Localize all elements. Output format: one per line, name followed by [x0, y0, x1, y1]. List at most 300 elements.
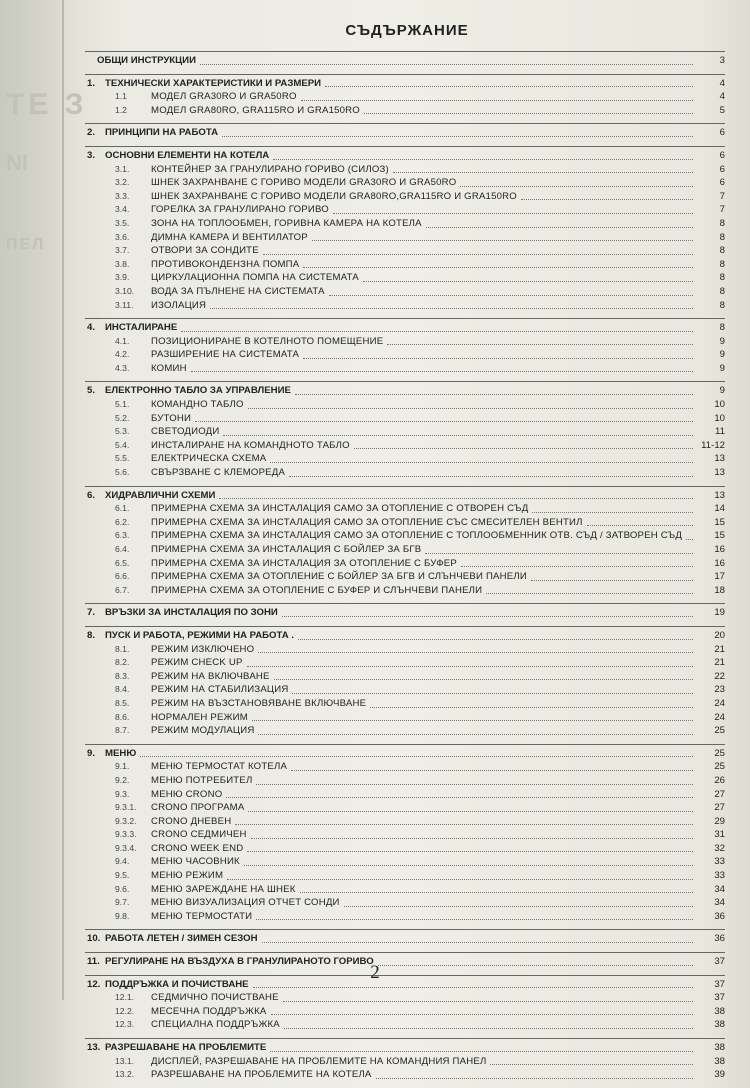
dot-leader	[532, 512, 693, 513]
entry-number: 5.	[87, 385, 96, 397]
entry-number: 13.	[87, 1042, 101, 1053]
entry-number: 5.6.	[115, 467, 130, 478]
entry-number: 3.8.	[115, 258, 130, 269]
dot-leader	[235, 824, 693, 825]
entry-page-number: 13	[714, 489, 725, 501]
entry-title: ХИДРАВЛИЧНИ СХЕМИ	[105, 489, 216, 501]
entry-title: ПРИМЕРНА СХЕМА ЗА ИНСТАЛАЦИЯ ЗА ОТОПЛЕНИЕ С БУФЕР	[151, 557, 457, 569]
entry-page-number: 38	[714, 1042, 725, 1053]
dot-leader	[263, 254, 693, 255]
entry-number: 8.5.	[115, 697, 130, 708]
entry-number: 13.2.	[115, 1069, 135, 1080]
entry-number: 3.3.	[115, 190, 130, 201]
toc-entry-row	[85, 335, 725, 349]
toc-entry-row	[85, 258, 725, 272]
dot-leader	[270, 1051, 693, 1052]
dot-leader	[258, 734, 693, 735]
dot-leader	[210, 308, 693, 309]
toc-list	[85, 51, 725, 1084]
dot-leader	[531, 580, 693, 581]
toc-entry-row	[85, 760, 725, 774]
entry-title: ПРИМЕРНА СХЕМА ЗА ИНСТАЛАЦИЯ САМО ЗА ОТОПЛЕНИЕ С ОТВОРЕН СЪД	[151, 503, 529, 515]
dot-leader	[248, 811, 693, 812]
entry-number: 6.6.	[115, 571, 130, 582]
entry-number: 12.3.	[115, 1019, 135, 1030]
entry-page-number: 34	[714, 883, 725, 895]
dot-leader	[252, 720, 693, 721]
entry-page-number: 26	[714, 774, 725, 786]
dot-leader	[300, 892, 693, 893]
entry-number: 5.2.	[115, 412, 130, 423]
entry-page-number: 38	[714, 1019, 725, 1031]
toc-entry-row	[85, 670, 725, 684]
dot-leader	[258, 652, 693, 653]
dot-leader	[222, 136, 693, 137]
page-number: 2	[370, 962, 380, 983]
entry-number: 9.4.	[115, 856, 130, 867]
dot-leader	[247, 851, 693, 852]
dot-leader	[181, 331, 693, 332]
toc-section	[85, 744, 725, 926]
bleed-through-text: NI	[6, 150, 28, 175]
entry-page-number: 9	[719, 349, 725, 361]
dot-leader	[253, 987, 693, 988]
entry-title: КОМАНДНО ТАБЛО	[151, 399, 244, 411]
entry-number: 8.4.	[115, 684, 130, 695]
toc-section-row	[85, 54, 725, 68]
entry-title: РЕЖИМ НА СТАБИЛИЗАЦИЯ	[151, 684, 289, 696]
entry-page-number: 8	[719, 272, 725, 284]
toc-entry-row	[85, 584, 725, 598]
entry-page-number: 8	[719, 245, 725, 257]
dot-leader	[262, 942, 693, 943]
entry-number: 3.5.	[115, 217, 130, 228]
entry-page-number: 37	[714, 978, 725, 990]
entry-number: 9.6.	[115, 883, 130, 894]
dot-leader	[256, 784, 693, 785]
entry-page-number: 32	[714, 842, 725, 854]
entry-title: ПРИМЕРНА СХЕМА ЗА ОТОПЛЕНИЕ С БОЙЛЕР ЗА БГВ И СЛЪНЧЕВИ ПАНЕЛИ	[151, 571, 527, 583]
entry-title: МЕНЮ ЧАСОВНИК	[151, 856, 240, 868]
dot-leader	[393, 172, 693, 173]
entry-number: 6.	[87, 489, 96, 501]
entry-number: 6.2.	[115, 516, 130, 527]
entry-title: РЕЖИМ НА ВКЛЮЧВАНЕ	[151, 670, 270, 682]
toc-entry-row	[85, 439, 725, 453]
entry-title: ЗОНА НА ТОПЛООБМЕН, ГОРИВНА КАМЕРА НА КОТЕЛА	[151, 217, 422, 229]
entry-number: 9.3.	[115, 788, 130, 799]
entry-page-number: 15	[714, 516, 725, 528]
toc-entry-row	[85, 711, 725, 725]
toc-section	[85, 381, 725, 481]
entry-number: 9.1.	[115, 761, 130, 772]
toc-section-row	[85, 149, 725, 163]
bleed-through-text: ТЕ З	[6, 88, 88, 121]
toc-entry-row	[85, 656, 725, 670]
toc-section	[85, 318, 725, 377]
dot-leader	[426, 227, 693, 228]
toc-entry-row	[85, 543, 725, 557]
toc-entry-row	[85, 217, 725, 231]
toc-section-row	[85, 77, 725, 91]
entry-page-number: 6	[719, 127, 725, 139]
toc-section	[85, 626, 725, 740]
toc-section	[85, 123, 725, 142]
entry-title: ИЗОЛАЦИЯ	[151, 299, 207, 311]
toc-entry-row	[85, 299, 725, 313]
entry-title: ПРИМЕРНА СХЕМА ЗА ОТОПЛЕНИЕ С БУФЕР И СЛЪНЧЕВИ ПАНЕЛИ	[151, 584, 483, 596]
entry-number: 6.5.	[115, 557, 130, 568]
entry-number: 5.3.	[115, 426, 130, 437]
toc-section-row	[85, 629, 725, 643]
dot-leader	[283, 1001, 693, 1002]
dot-leader	[325, 86, 693, 87]
entry-page-number: 21	[714, 657, 725, 669]
toc-entry-row	[85, 412, 725, 426]
dot-leader	[200, 64, 693, 65]
entry-page-number: 36	[714, 910, 725, 922]
entry-page-number: 19	[714, 607, 725, 619]
entry-title: ДИСПЛЕЙ, РАЗРЕШАВАНЕ НА ПРОБЛЕМИТЕ НА КОМАНДНИЯ ПАНЕЛ	[151, 1055, 487, 1067]
entry-title: МЕСЕЧНА ПОДДРЪЖКА	[151, 1005, 267, 1017]
entry-title: СВЕТОДИОДИ	[151, 426, 220, 438]
entry-number: 11.	[87, 956, 100, 968]
toc-entry-row	[85, 452, 725, 466]
toc-entry-row	[85, 842, 725, 856]
entry-title: РАЗРЕШАВАНЕ НА ПРОБЛЕМИТЕ НА КОТЕЛА	[151, 1069, 372, 1081]
entry-number: 3.	[87, 149, 96, 161]
entry-number: 9.5.	[115, 870, 130, 881]
entry-title: CRONO ДНЕВЕН	[151, 815, 232, 827]
entry-title: ПОЗИЦИОНИРАНЕ В КОТЕЛНОТО ПОМЕЩЕНИЕ	[151, 335, 384, 347]
entry-title: МЕНЮ CRONO	[151, 788, 223, 800]
entry-title: РАБОТА ЛЕТЕН / ЗИМЕН СЕЗОН	[105, 933, 258, 945]
entry-number: 7.	[87, 607, 96, 619]
entry-page-number: 11	[715, 426, 725, 438]
entry-page-number: 27	[714, 788, 725, 800]
entry-number: 6.1.	[115, 503, 130, 514]
entry-page-number: 9	[719, 385, 725, 397]
entry-page-number: 10	[714, 399, 725, 411]
dot-leader	[282, 616, 693, 617]
dot-leader	[251, 838, 693, 839]
toc-entry-row	[85, 643, 725, 657]
entry-number: 8.1.	[115, 643, 130, 654]
toc-entry-row	[85, 828, 725, 842]
entry-page-number: 14	[714, 503, 725, 515]
entry-page-number: 6	[719, 163, 725, 175]
entry-title: МОДЕЛ GRA80RO, GRA115RO И GRA150RO	[151, 104, 360, 116]
entry-title: РЕГУЛИРАНЕ НА ВЪЗДУХА В ГРАНУЛИРАНОТО ГОРИВО	[105, 956, 374, 968]
entry-page-number: 23	[714, 684, 725, 696]
entry-page-number: 34	[714, 897, 725, 909]
entry-page-number: 4	[719, 77, 725, 89]
entry-title: ПУСК И РАБОТА, РЕЖИМИ НА РАБОТА .	[105, 629, 295, 641]
dot-leader	[244, 865, 693, 866]
toc-entry-row	[85, 774, 725, 788]
entry-title: ШНЕК ЗАХРАНВАНЕ С ГОРИВО МОДЕЛИ GRA30RO И GRA50RO	[151, 177, 457, 189]
dot-leader	[376, 1078, 693, 1079]
entry-number: 1.1	[115, 91, 127, 102]
entry-page-number: 8	[719, 322, 725, 334]
entry-title: CRONO СЕДМИЧЕН	[151, 829, 247, 841]
toc-entry-row	[85, 190, 725, 204]
toc-entry-row	[85, 244, 725, 258]
toc-section	[85, 603, 725, 622]
toc-entry-row	[85, 896, 725, 910]
entry-page-number: 11-12	[701, 439, 725, 451]
toc-entry-row	[85, 203, 725, 217]
entry-page-number: 10	[714, 412, 725, 424]
dot-leader	[363, 281, 693, 282]
entry-page-number: 5	[719, 104, 725, 116]
entry-page-number: 15	[714, 530, 725, 542]
entry-number: 10.	[87, 933, 101, 945]
entry-title: ВОДА ЗА ПЪЛНЕНЕ НА СИСТЕМАТА	[151, 285, 325, 297]
toc-entry-row	[85, 176, 725, 190]
toc-section	[85, 486, 725, 600]
entry-page-number: 31	[714, 829, 725, 841]
entry-page-number: 8	[719, 258, 725, 270]
entry-page-number: 8	[719, 231, 725, 243]
dot-leader	[274, 679, 693, 680]
entry-title: ПРИМЕРНА СХЕМА ЗА ИНСТАЛАЦИЯ САМО ЗА ОТОПЛЕНИЕ СЪС СМЕСИТЕЛЕН ВЕНТИЛ	[151, 516, 583, 528]
dot-leader	[226, 797, 693, 798]
dot-leader	[354, 448, 693, 449]
entry-number: 5.4.	[115, 439, 130, 450]
toc-entry-row	[85, 788, 725, 802]
entry-title: ПРИМЕРНА СХЕМА ЗА ИНСТАЛАЦИЯ САМО ЗА ОТОПЛЕНИЕ С ТОПЛООБМЕННИК ОТВ. СЪД / ЗАТВОРЕН СЪД	[151, 530, 683, 542]
dot-leader	[140, 756, 693, 757]
entry-number: 8.6.	[115, 711, 130, 722]
entry-title: ЕЛЕКТРОННО ТАБЛО ЗА УПРАВЛЕНИЕ	[105, 385, 291, 397]
entry-title: ОТВОРИ ЗА СОНДИТЕ	[151, 245, 259, 257]
entry-title: ПОДДРЪЖКА И ПОЧИСТВАНЕ	[105, 978, 249, 990]
entry-number: 3.1.	[115, 163, 130, 174]
dot-leader	[292, 693, 693, 694]
entry-title: РЕЖИМ CHECK UP	[151, 657, 243, 669]
entry-page-number: 8	[719, 217, 725, 229]
dot-leader	[344, 906, 693, 907]
entry-page-number: 17	[714, 571, 725, 583]
table-of-contents-page	[85, 22, 725, 1088]
entry-number: 5.1.	[115, 399, 130, 410]
entry-page-number: 29	[714, 815, 725, 827]
entry-number: 6.4.	[115, 544, 130, 554]
toc-entry-row	[85, 425, 725, 439]
entry-title: МЕНЮ РЕЖИМ	[151, 870, 224, 882]
entry-title: ЕЛЕКТРИЧЕСКА СХЕМА	[151, 453, 267, 465]
dot-leader	[329, 295, 693, 296]
entry-page-number: 8	[719, 299, 725, 311]
dot-leader	[686, 539, 693, 540]
entry-title: ВРЪЗКИ ЗА ИНСТАЛАЦИЯ ПО ЗОНИ	[105, 607, 278, 619]
entry-page-number: 39	[714, 1069, 725, 1081]
entry-page-number: 38	[714, 1005, 725, 1017]
toc-entry-row	[85, 991, 725, 1005]
entry-title: МЕНЮ ТЕРМОСТАТИ	[151, 910, 253, 922]
toc-section	[85, 51, 725, 70]
entry-title: ГОРЕЛКА ЗА ГРАНУЛИРАНО ГОРИВО	[151, 204, 329, 216]
dot-leader	[227, 879, 693, 880]
dot-leader	[387, 344, 693, 345]
entry-number: 4.1.	[115, 335, 130, 346]
toc-entry-row	[85, 815, 725, 829]
entry-number: 5.5.	[115, 453, 130, 464]
entry-page-number: 13	[714, 467, 725, 479]
entry-page-number: 8	[719, 285, 725, 297]
dot-leader	[195, 421, 693, 422]
entry-page-number: 25	[714, 761, 725, 773]
toc-entry-row	[85, 724, 725, 738]
entry-page-number: 22	[714, 670, 725, 682]
toc-entry-row	[85, 231, 725, 245]
entry-number: 3.4.	[115, 204, 130, 215]
toc-entry-row	[85, 697, 725, 711]
entry-page-number: 38	[714, 1055, 725, 1067]
entry-title: ИНСТАЛИРАНЕ	[105, 322, 178, 334]
entry-title: ПРОТИВОКОНДЕНЗНА ПОМПА	[151, 258, 300, 270]
entry-number: 2.	[87, 127, 96, 139]
entry-page-number: 6	[719, 149, 725, 161]
toc-entry-row	[85, 271, 725, 285]
entry-number: 4.	[87, 322, 96, 334]
toc-section-row	[85, 747, 725, 761]
toc-entry-row	[85, 570, 725, 584]
entry-page-number: 4	[719, 91, 725, 103]
dot-leader	[303, 358, 693, 359]
entry-number: 8.	[87, 629, 96, 641]
toc-entry-row	[85, 1018, 725, 1032]
entry-number: 9.3.1.	[115, 802, 137, 813]
entry-title: ЦИРКУЛАЦИОННА ПОМПА НА СИСТЕМАТА	[151, 272, 359, 284]
entry-number: 3.11.	[115, 299, 134, 310]
entry-number: 3.9.	[115, 272, 130, 283]
toc-entry-row	[85, 516, 725, 530]
entry-number: 9.	[87, 747, 96, 759]
entry-number: 4.2.	[115, 349, 130, 360]
entry-title: ПРИМЕРНА СХЕМА ЗА ИНСТАЛАЦИЯ С БОЙЛЕР ЗА БГВ	[151, 544, 422, 555]
dot-leader	[248, 408, 693, 409]
entry-number: 9.3.2.	[115, 815, 137, 826]
page-title: СЪДЪРЖАНИЕ	[345, 22, 469, 39]
entry-title: КОНТЕЙНЕР ЗА ГРАНУЛИРАНО ГОРИВО (СИЛОЗ)	[151, 163, 389, 175]
dot-leader	[223, 435, 693, 436]
dot-leader	[521, 199, 693, 200]
entry-number: 9.3.4.	[115, 842, 137, 853]
entry-page-number: 16	[714, 544, 725, 555]
toc-entry-row	[85, 869, 725, 883]
entry-title: РЕЖИМ ИЗКЛЮЧЕНО	[151, 643, 255, 655]
toc-entry-row	[85, 529, 725, 543]
entry-title: CRONO WEEK END	[151, 842, 244, 854]
entry-number: 12.2.	[115, 1005, 135, 1016]
dot-leader	[295, 394, 693, 395]
entry-title: РАЗРЕШАВАНЕ НА ПРОБЛЕМИТЕ	[105, 1042, 267, 1053]
entry-page-number: 16	[714, 557, 725, 569]
toc-entry-row	[85, 90, 725, 104]
dot-leader	[284, 1028, 693, 1029]
dot-leader	[333, 213, 693, 214]
dot-leader	[460, 186, 693, 187]
dot-leader	[486, 593, 693, 594]
entry-number: 9.2.	[115, 774, 130, 785]
entry-number: 1.	[87, 77, 96, 89]
entry-number: 8.3.	[115, 670, 130, 681]
toc-entry-row	[85, 502, 725, 516]
dot-leader	[425, 553, 693, 554]
entry-title: МЕНЮ ЗАРЕЖДАНЕ НА ШНЕК	[151, 883, 296, 895]
entry-title: МЕНЮ ПОТРЕБИТЕЛ	[151, 774, 253, 786]
entry-number: 6.7.	[115, 584, 130, 595]
toc-section-row	[85, 321, 725, 335]
entry-title: ТЕХНИЧЕСКИ ХАРАКТЕРИСТИКИ И РАЗМЕРИ	[105, 77, 322, 89]
dot-leader	[298, 639, 693, 640]
entry-number: 12.	[87, 978, 101, 990]
dot-leader	[312, 240, 693, 241]
toc-entry-row	[85, 1055, 725, 1069]
entry-page-number: 24	[714, 697, 725, 709]
entry-title: РЕЖИМ МОДУЛАЦИЯ	[151, 725, 255, 737]
entry-title: CRONO ПРОГРАМА	[151, 802, 245, 814]
toc-entry-row	[85, 883, 725, 897]
entry-page-number: 18	[714, 584, 725, 596]
toc-section-row	[85, 384, 725, 398]
toc-section	[85, 1038, 725, 1084]
toc-entry-row	[85, 910, 725, 924]
entry-page-number: 37	[714, 956, 725, 968]
entry-page-number: 33	[714, 870, 725, 882]
dot-leader	[271, 1014, 693, 1015]
dot-leader	[490, 1064, 693, 1065]
dot-leader	[219, 498, 693, 499]
entry-page-number: 21	[714, 643, 725, 655]
entry-title: СЕДМИЧНО ПОЧИСТВАНЕ	[151, 992, 279, 1004]
entry-title: РАЗШИРЕНИЕ НА СИСТЕМАТА	[151, 349, 300, 361]
entry-title: ОБЩИ ИНСТРУКЦИИ	[97, 55, 196, 66]
dot-leader	[303, 267, 693, 268]
entry-title: БУТОНИ	[151, 412, 192, 424]
toc-entry-row	[85, 163, 725, 177]
toc-entry-row	[85, 1068, 725, 1082]
entry-number: 9.8.	[115, 910, 130, 921]
entry-title: КОМИН	[151, 362, 187, 374]
entry-page-number: 3	[719, 55, 725, 66]
entry-number: 3.6.	[115, 231, 130, 242]
toc-entry-row	[85, 362, 725, 376]
entry-title: СПЕЦИАЛНА ПОДДРЪЖКА	[151, 1019, 280, 1031]
toc-entry-row	[85, 104, 725, 118]
entry-page-number: 33	[714, 856, 725, 868]
toc-entry-row	[85, 1005, 725, 1019]
entry-title: РЕЖИМ НА ВЪЗСТАНОВЯВАНЕ ВКЛЮЧВАНЕ	[151, 697, 367, 709]
entry-page-number: 9	[719, 362, 725, 374]
entry-page-number: 9	[719, 335, 725, 347]
toc-section	[85, 929, 725, 948]
entry-number: 3.10.	[115, 285, 135, 296]
entry-number: 9.7.	[115, 897, 130, 908]
entry-number: 1.2	[115, 104, 127, 115]
entry-page-number: 7	[719, 190, 725, 202]
entry-title: НОРМАЛЕН РЕЖИМ	[151, 711, 248, 723]
entry-title: ШНЕК ЗАХРАНВАНЕ С ГОРИВО МОДЕЛИ GRA80RO,GRA115RO И GRA150RO	[151, 190, 517, 202]
entry-number: 8.7.	[115, 725, 130, 736]
dot-leader	[301, 100, 693, 101]
dot-leader	[289, 476, 693, 477]
entry-title: ПРИНЦИПИ НА РАБОТА	[105, 127, 219, 139]
toc-entry-row	[85, 801, 725, 815]
entry-page-number: 25	[714, 725, 725, 737]
